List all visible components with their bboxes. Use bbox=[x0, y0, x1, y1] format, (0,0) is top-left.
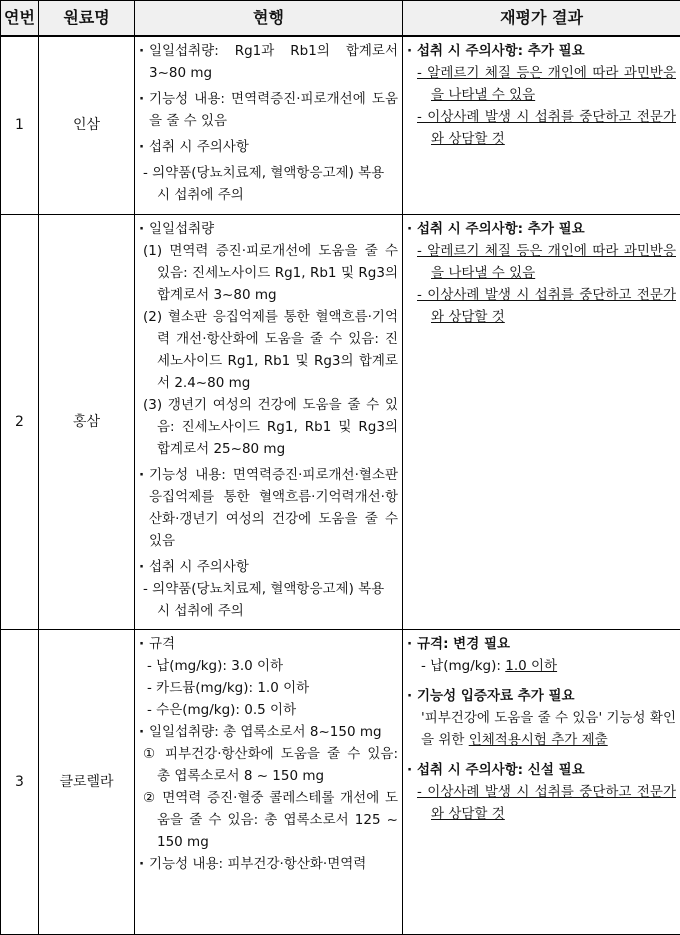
spec-line: - 납(mg/kg): 3.0 이하 bbox=[147, 657, 284, 674]
intake-line: (1) 면역력 증진·피로개선에 도움을 줄 수 있음: 진세노사이드 Rg1, Rb1 및 Rg3의 합계로서 3~80 mg bbox=[143, 242, 398, 303]
result-line: - 이상사례 발생 시 섭취를 중단하고 전문가와 상담할 것 bbox=[417, 783, 676, 822]
result-cell bbox=[403, 214, 680, 629]
result-evidence-text bbox=[407, 707, 676, 751]
spec-head: · 규격 bbox=[139, 633, 398, 655]
spec-line: - 수은(mg/kg): 0.5 이하 bbox=[147, 701, 297, 718]
header-result: 재평가 결과 bbox=[403, 1, 680, 37]
result-line: - 알레르기 체질 등은 개인에 따라 과민반응을 나타낼 수 있음 bbox=[417, 242, 676, 281]
intake-line: (2) 혈소판 응집억제를 통한 혈액흐름·기억력 개선·항산화에 도움을 줄 수 있음: 진세노사이드 Rg1, Rb1 및 Rg3의 합계로서 2.4~80 mg bbox=[143, 308, 398, 391]
result-cell bbox=[403, 36, 680, 214]
result-line: - 이상사례 발생 시 섭취를 중단하고 전문가와 상담할 것 bbox=[417, 109, 676, 147]
current-cell bbox=[135, 36, 403, 214]
function-text: · 기능성 내용: 면역력증진·피로개선·혈소판응집억제를 통한 혈액흐름·기억력개선·항산화·갱년기 여성의 건강에 도움을 줄 수 있음 bbox=[139, 464, 398, 552]
row-number: 2 bbox=[1, 214, 39, 629]
result-evidence-head: · 기능성 입증자료 추가 필요 bbox=[407, 685, 676, 707]
intake-text: · 일일섭취량: Rg1과 Rb1의 합계로서 3~80 mg bbox=[139, 40, 398, 84]
result-caution-head: · 섭취 시 주의사항: 신설 필요 bbox=[407, 759, 676, 781]
intake-text: · 일일섭취량: 총 엽록소로서 8~150 mg bbox=[139, 721, 398, 743]
row-number: 3 bbox=[1, 629, 39, 934]
result-spec-head: · 규격: 변경 필요 bbox=[407, 633, 676, 655]
intake-line: ① 피부건강·항산화에 도움을 줄 수 있음: 총 엽록소로서 8 ~ 150 mg bbox=[143, 745, 398, 784]
spec-label: - 납(mg/kg): bbox=[421, 657, 506, 674]
header-row bbox=[1, 1, 680, 37]
caution-head: · 섭취 시 주의사항 bbox=[139, 136, 398, 158]
result-line: - 알레르기 체질 등은 개인에 따라 과민반응을 나타낼 수 있음 bbox=[417, 65, 676, 103]
table-row bbox=[1, 36, 680, 214]
function-text: · 기능성 내용: 피부건강·항산화·면역력 bbox=[139, 853, 398, 875]
ingredient-name: 인삼 bbox=[39, 36, 135, 214]
intake-line: (3) 갱년기 여성의 건강에 도움을 줄 수 있음: 진세노사이드 Rg1, Rb1 및 Rg3의 합계로서 25~80 mg bbox=[143, 396, 398, 457]
caution-body: - 의약품(당뇨치료제, 혈액항응고제) 복용 시 섭취에 주의 bbox=[143, 580, 385, 619]
caution-body: - 의약품(당뇨치료제, 혈액항응고제) 복용 시 섭취에 주의 bbox=[143, 165, 385, 203]
table-row bbox=[1, 629, 680, 934]
result-spec-line bbox=[407, 655, 676, 677]
result-line: - 이상사례 발생 시 섭취를 중단하고 전문가와 상담할 것 bbox=[417, 286, 676, 325]
header-current: 현행 bbox=[135, 1, 403, 37]
evidence-text: '피부건강에 도움을 줄 수 있음' 기능성 확인을 위한 bbox=[421, 709, 676, 748]
current-cell bbox=[135, 214, 403, 629]
caution-head: · 섭취 시 주의사항 bbox=[139, 556, 398, 578]
intake-line: ② 면역력 증진·혈중 콜레스테롤 개선에 도움을 줄 수 있음: 총 엽록소로서 125 ~ 150 mg bbox=[143, 789, 398, 850]
result-caution-head: · 섭취 시 주의사항: 추가 필요 bbox=[407, 218, 676, 240]
ingredient-name: 클로렐라 bbox=[39, 629, 135, 934]
row-number: 1 bbox=[1, 36, 39, 214]
table-row bbox=[1, 214, 680, 629]
header-name: 원료명 bbox=[39, 1, 135, 37]
result-caution-head: · 섭취 시 주의사항: 추가 필요 bbox=[407, 40, 676, 62]
spec-value: 1.0 이하 bbox=[505, 657, 558, 674]
evidence-underlined: 인체적용시험 추가 제출 bbox=[468, 731, 608, 748]
function-text: · 기능성 내용: 면역력증진·피로개선에 도움을 줄 수 있음 bbox=[139, 88, 398, 132]
spec-line: - 카드뮴(mg/kg): 1.0 이하 bbox=[147, 679, 310, 696]
intake-head: · 일일섭취량 bbox=[139, 218, 398, 240]
current-cell bbox=[135, 629, 403, 934]
header-no: 연번 bbox=[1, 1, 39, 37]
result-cell bbox=[403, 629, 680, 934]
ingredient-name: 홍삼 bbox=[39, 214, 135, 629]
